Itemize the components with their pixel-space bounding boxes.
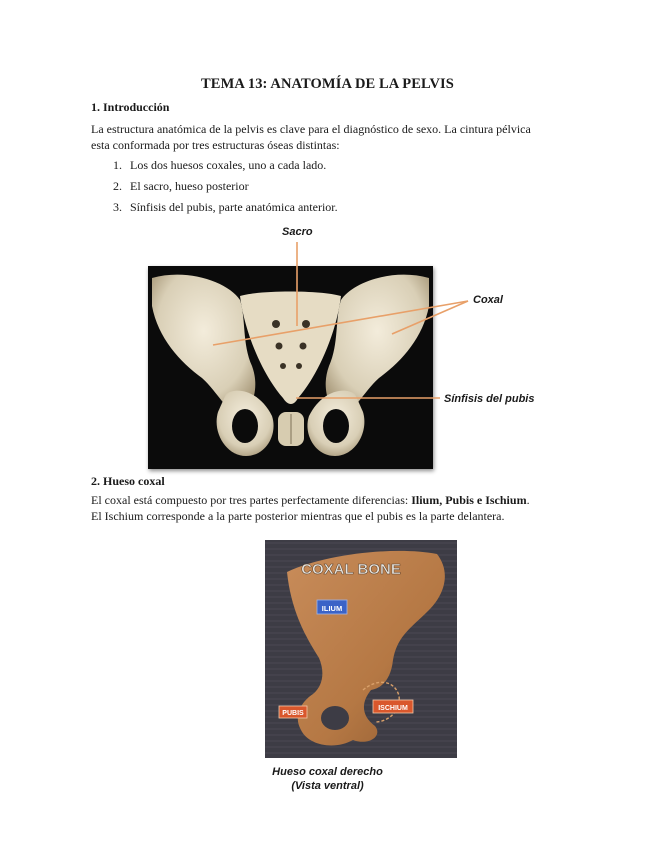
list-item: 2. El sacro, hueso posterior (113, 179, 249, 193)
section-1-heading: 1. Introducción (91, 100, 170, 114)
paragraph-line: La estructura anatómica de la pelvis es clave para el diagnóstico de sexo. La cintura pélvica (91, 122, 531, 136)
annotation-arrows (0, 222, 655, 472)
section-1-paragraph (91, 121, 571, 153)
caption-line: Hueso coxal derecho (272, 766, 383, 778)
coxal-bone-photo (265, 540, 457, 758)
caption-line: (Vista ventral) (291, 780, 364, 792)
list-item: 3. Sínfisis del pubis, parte anatómica anterior. (113, 200, 338, 214)
label-sinfisis: Sínfisis del pubis (444, 393, 535, 405)
list-item: 1. Los dos huesos coxales, uno a cada lado. (113, 158, 327, 172)
coxal-bone-header: COXAL BONE (301, 561, 401, 578)
page-title: TEMA 13: ANATOMÍA DE LA PELVIS (201, 76, 454, 92)
bone-list (113, 157, 338, 220)
paragraph-line: esta conformada por tres estructuras óseas distintas: (91, 138, 340, 152)
label-ilium: ILIUM (321, 604, 343, 613)
bold-terms: Ilium, Pubis e Ischium (411, 493, 527, 507)
label-ischium: ISCHIUM (378, 705, 408, 712)
paragraph-line: El Ischium corresponde a la parte posterior mientras que el pubis es la parte delantera. (91, 509, 505, 523)
paragraph-line: El coxal está compuesto por tres partes perfectamente diferencias: Ilium, Pubis e Ischium. (91, 493, 530, 507)
label-pubis: PUBIS (282, 710, 304, 717)
section-2-paragraph (91, 492, 591, 524)
label-sacro: Sacro (282, 226, 313, 238)
label-coxal: Coxal (473, 294, 503, 306)
section-2-heading: 2. Hueso coxal (91, 474, 165, 488)
figure-caption (0, 765, 655, 793)
pelvis-figure (0, 222, 655, 472)
coxal-bone-illustration (265, 540, 457, 758)
